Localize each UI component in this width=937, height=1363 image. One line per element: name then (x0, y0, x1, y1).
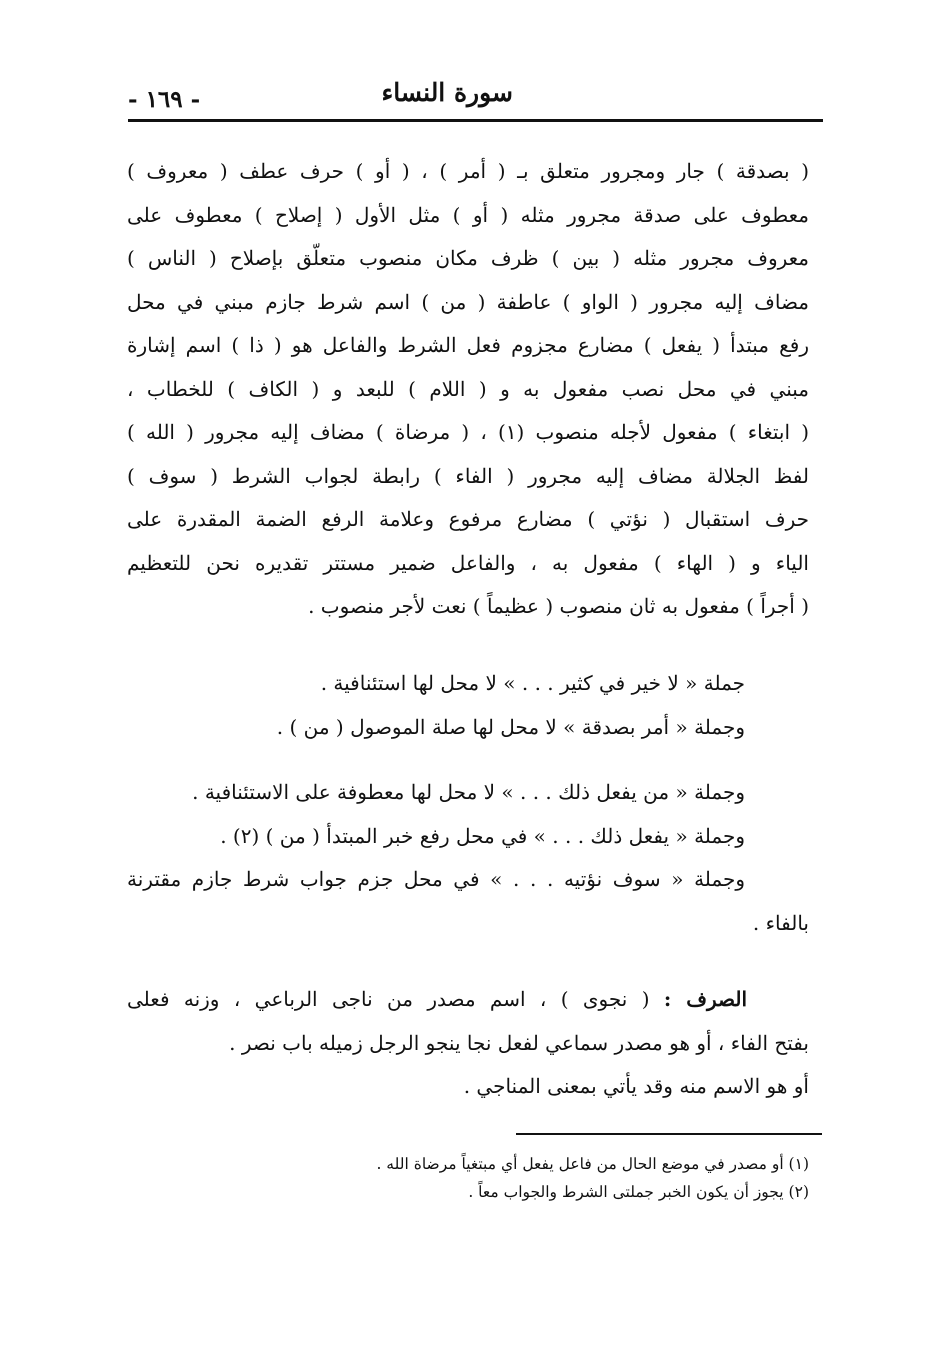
text-line: مضاف إليه مجرور ( الواو ) عاطفة ( من ) اسم شرط جازم مبني في محل (127, 289, 809, 314)
sarf-line (127, 978, 809, 1022)
text-line: معروف مجرور مثله ( بين ) ظرف مكان منصوب متعلّق بإصلاح ( الناس ) (127, 246, 809, 270)
footnote-1: (١) أو مصدر في موضع الحال من فاعل يفعل أي مبتغياً مرضاة الله . (376, 1155, 809, 1173)
footnote-divider (516, 1133, 822, 1135)
footnote-2: (٢) يجوز أن يكون الخبر جملتى الشرط والجواب معاً . (468, 1183, 809, 1201)
text-line: لفظ الجلالة مضاف إليه مجرور ( الفاء ) رابطة لجواب الشرط ( سوف ) (127, 463, 809, 488)
sarf-line: أو هو الاسم منه وقد يأتي بمعنى المناجي . (463, 1074, 809, 1098)
jumal-list-a (125, 662, 745, 749)
sentence-line: وجملة « من يفعل ذلك . . . » لا محل لها معطوفة على الاستئنافية . (192, 780, 745, 804)
sarf-paragraph (127, 978, 809, 1109)
text-line: الياء و ( الهاء ) مفعول به ، والفاعل ضمير مستتر تقديره نحن للتعظيم (127, 550, 809, 575)
sentence-line: بالفاء . (752, 910, 809, 935)
sarf-line: بفتح الفاء ، أو هو مصدر سماعي لفعل نجا ينجو الرجل زميله باب نصر . (229, 1030, 809, 1055)
sarf-heading: الصرف : (663, 987, 748, 1011)
footnotes (109, 1150, 809, 1206)
text-line: رفع مبتدأ ( يفعل ) مضارع مجزوم فعل الشرط والفاعل هو ( ذا ) اسم إشارة (127, 333, 809, 357)
text-line: معطوف على صدقة مجرور مثله ( أو ) مثل الأول ( إصلاح ) معطوف على (127, 202, 809, 227)
sentence-line: وجملة « أمر بصدقة » لا محل لها صلة الموصول ( من ) . (276, 714, 745, 739)
sentence-line: وجملة « يفعل ذلك . . . » في محل رفع خبر المبتدأ ( من ) (٢) . (220, 823, 745, 848)
text-line: ( ابتغاء ) مفعول لأجله منصوب (١) ، ( مرضاة ) مضاف إليه مجرور ( الله ) (127, 420, 809, 444)
surah-title: سورة النساء (381, 78, 513, 107)
text-line: مبني في محل نصب مفعول به و ( اللام ) للبعد و ( الكاف ) للخطاب ، (127, 376, 809, 401)
header-divider (128, 119, 823, 122)
text-line: ( بصدقة ) جار ومجرور متعلق بـ ( أمر ) ، ( أو ) حرف عطف ( معروف ) (127, 159, 809, 183)
jumal-list-b (127, 771, 809, 945)
sentence-line: جملة « لا خير في كثير . . . » لا محل لها استئنافية . (320, 671, 745, 695)
page-header (128, 74, 823, 118)
text-line: حرف استقبال ( نؤتي ) مضارع مرفوع وعلامة الرفع الضمة المقدرة على (127, 507, 809, 531)
sentence-line: وجملة « سوف نؤتيه . . . » في محل جزم جواب شرط جازم مقترنة (127, 867, 745, 891)
page-number: - ١٦٩ - (128, 86, 201, 113)
i3rab-paragraph (127, 150, 809, 629)
sarf-text: ( نجوى ) ، اسم مصدر من ناجى الرباعي ، وزنه فعلى (127, 987, 650, 1011)
text-line: ( أجراً ) مفعول به ثان منصوب ( عظيماً ) نعت لأجر منصوب . (308, 594, 809, 618)
